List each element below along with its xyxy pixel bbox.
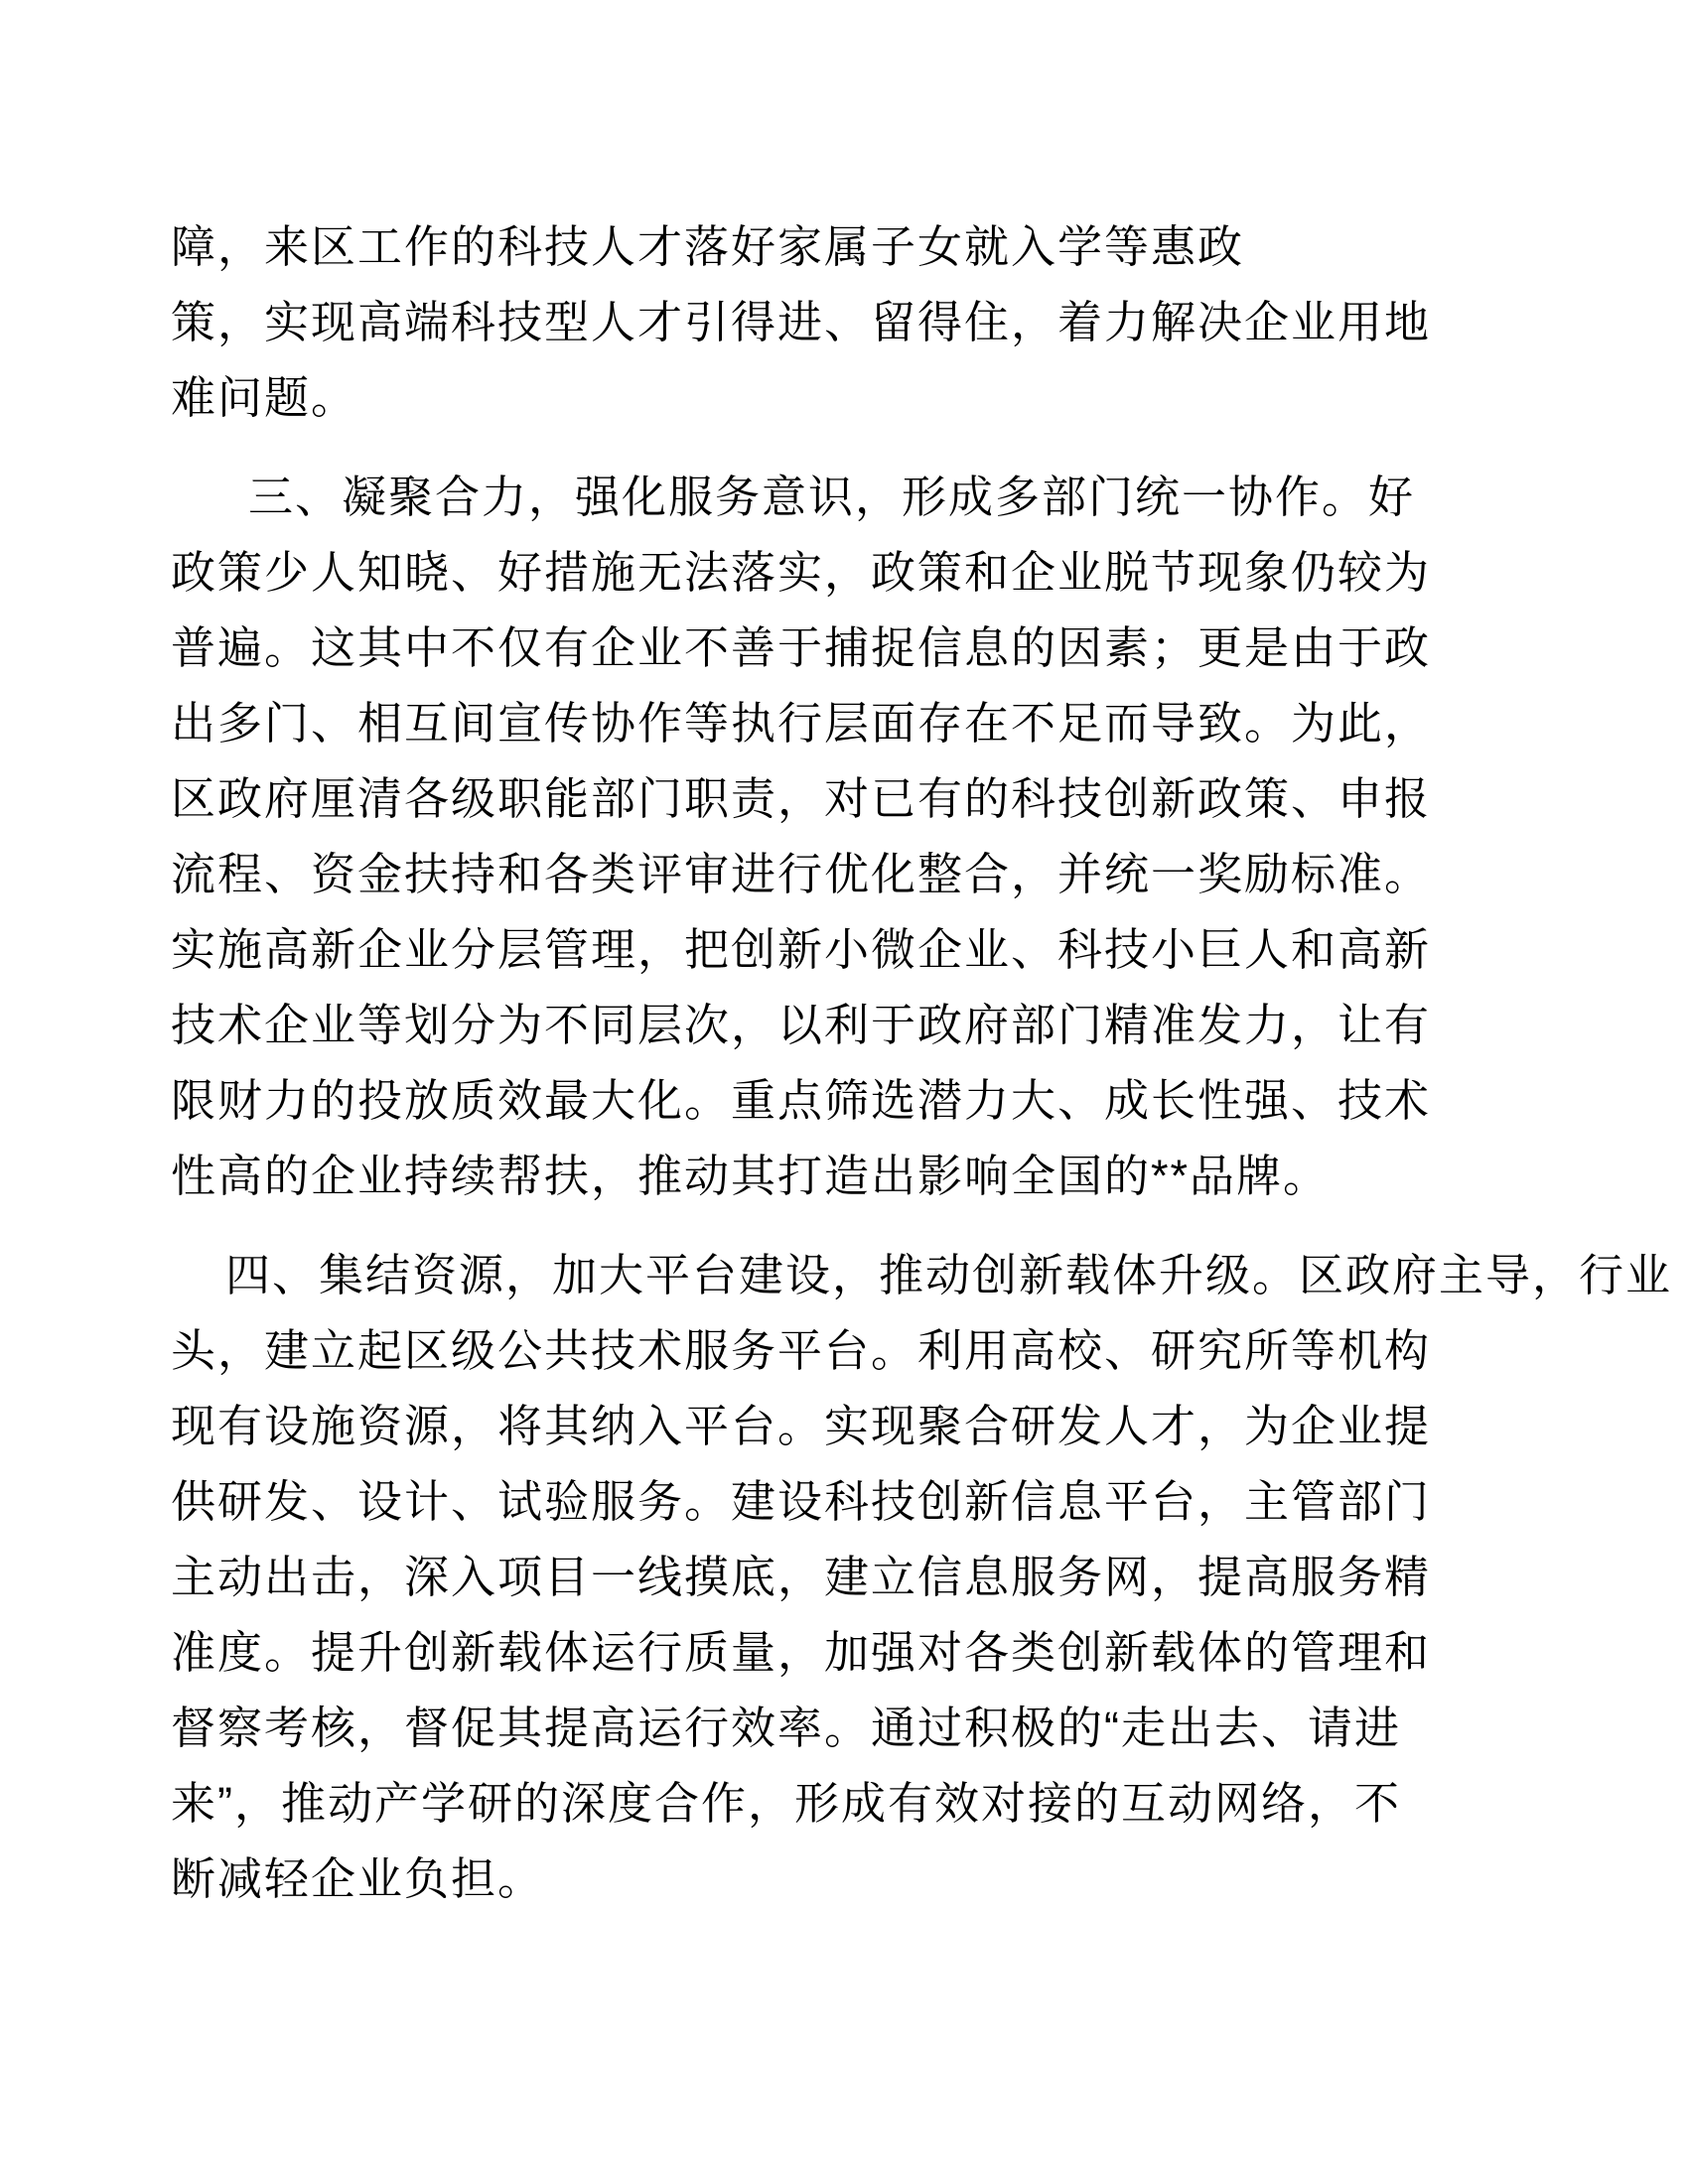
text-line: 四、集结资源，加大平台建设，推动创新载体升级。区政府主导，行业	[225, 1250, 1673, 1300]
paragraph-four	[171, 1238, 1673, 1917]
text-line: 难问题。	[171, 372, 358, 423]
text-line: 限财力的投放质效最大化。重点筛选潜力大、成长性强、技术	[171, 1075, 1432, 1126]
text-line: 督察考核，督促其提高运行效率。通过积极的“走出去、请进	[171, 1703, 1401, 1753]
text-line: 断减轻企业负担。	[171, 1853, 545, 1904]
text-line: 头，建立起区级公共技术服务平台。利用高校、研究所等机构	[171, 1325, 1432, 1376]
text-line: 供研发、设计、试验服务。建设科技创新信息平台，主管部门	[171, 1476, 1432, 1527]
text-line: 现有设施资源，将其纳入平台。实现聚合研发人才，为企业提	[171, 1401, 1432, 1451]
text-line: 来”，推动产学研的深度合作，形成有效对接的互动网络，不	[171, 1778, 1401, 1829]
text-line: 性高的企业持续帮扶，推动其打造出影响全国的**品牌。	[171, 1151, 1331, 1201]
text-line: 出多门、相互间宣传协作等执行层面存在不足而导致。为此，	[171, 698, 1432, 749]
paragraph-three	[171, 460, 1430, 1214]
text-line: 准度。提升创新载体运行质量，加强对各类创新载体的管理和	[171, 1627, 1432, 1678]
text-line: 技术企业等划分为不同层次，以利于政府部门精准发力，让有	[171, 1000, 1432, 1050]
text-line: 障，来区工作的科技人才落好家属子女就入学等惠政	[171, 221, 1245, 272]
text-line: 普遍。这其中不仅有企业不善于捕捉信息的因素；更是由于政	[171, 622, 1432, 673]
document-page	[171, 209, 1673, 1941]
text-line: 实施高新企业分层管理，把创新小微企业、科技小巨人和高新	[171, 924, 1432, 975]
text-line: 政策少人知晓、好措施无法落实，政策和企业脱节现象仍较为	[171, 547, 1432, 598]
paragraph-continuation	[171, 209, 1430, 436]
text-line: 流程、资金扶持和各类评审进行优化整合，并统一奖励标准。	[171, 849, 1432, 899]
text-line: 三、凝聚合力，强化服务意识，形成多部门统一协作。好	[248, 472, 1416, 522]
text-line: 区政府厘清各级职能部门职责，对已有的科技创新政策、申报	[171, 773, 1432, 824]
text-line: 策，实现高端科技型人才引得进、留得住，着力解决企业用地	[171, 297, 1432, 347]
text-line: 主动出击，深入项目一线摸底，建立信息服务网，提高服务精	[171, 1552, 1432, 1602]
